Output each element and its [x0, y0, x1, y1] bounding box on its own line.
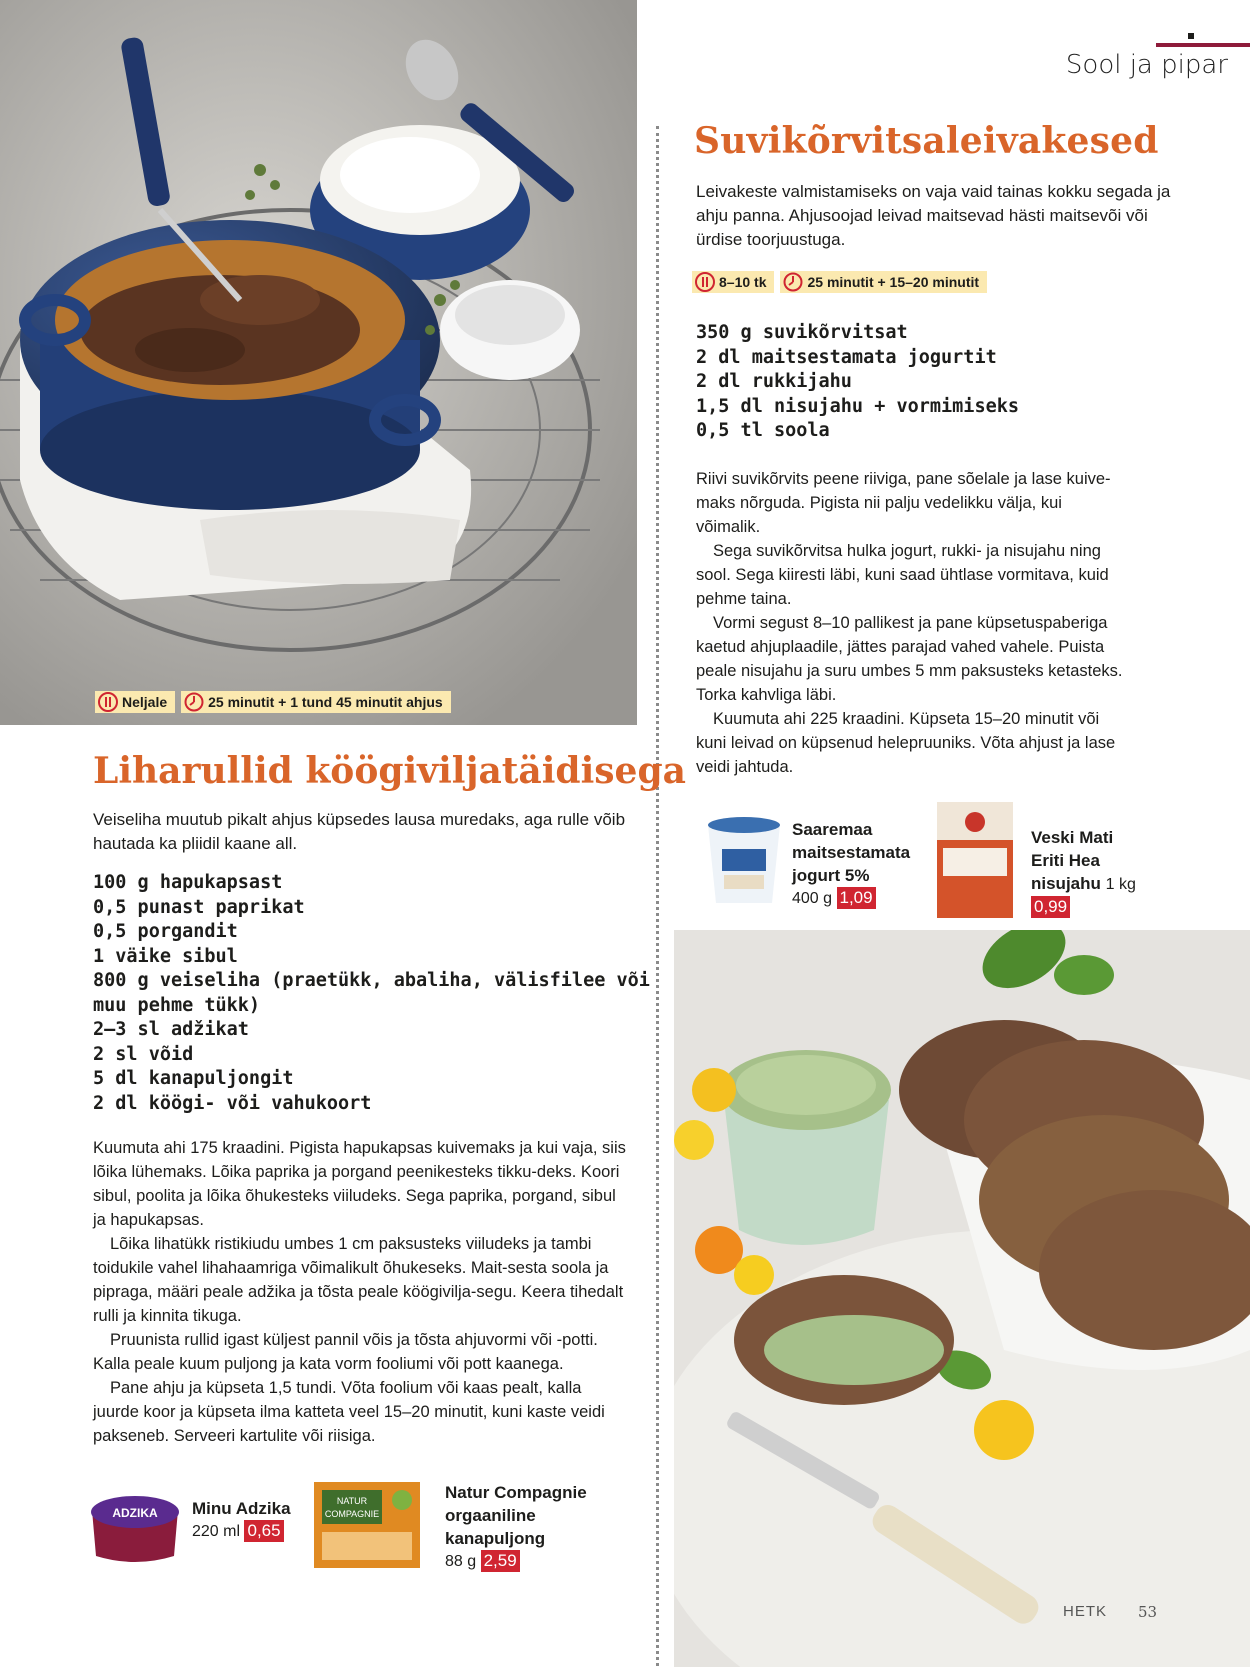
product-name-line: Minu Adzika [192, 1499, 291, 1518]
page-number: 53 [1138, 1603, 1158, 1621]
product-yogurt [792, 818, 910, 910]
footer-brand: HETK [1063, 1603, 1108, 1620]
clock-icon [783, 272, 803, 292]
method-step: Sega suvikõrvitsa hulka jogurt, rukki- ja nisujahu ning sool. Sega kiiresti läbi, kuni saad ühtlase vormitava, kuid pehme taina. [696, 542, 1109, 608]
photo-zucchini-breads-illustration [674, 930, 1250, 1667]
product-size: 220 ml [192, 1523, 241, 1540]
servings-tag [692, 271, 774, 293]
ingredient-item: 2 dl maitsestamata jogurtit [696, 346, 997, 368]
ingredient-item: 1,5 dl nisujahu + vormimiseks [696, 395, 1020, 417]
product-name-line: Natur Compagnie [445, 1483, 587, 1502]
servings-text: 8–10 tk [719, 274, 767, 290]
recipe-intro-zucchini-breads: Leivakeste valmistamiseks on vaja vaid tainas kokku segada ja ahju panna. Ahjusoojad leivad maitsevad hästi maitsevõi või ürdise toorjuustuga. [696, 182, 1171, 249]
cutlery-icon [695, 272, 715, 292]
ingredient-item: 0,5 tl soola [696, 420, 830, 441]
recipe-title-meat-rolls: Liharullid köögiviljatäidisega [93, 750, 686, 792]
method-step: Pruunista rullid igast küljest pannil võis ja tõsta ahjuvormi või -potti. Kalla peale kuum puljong ja kata vorm fooliumi või pott kaanega. [93, 1331, 598, 1373]
time-text: 25 minutit + 1 tund 45 minutit ahjus [208, 694, 443, 710]
ingredient-item: muu pehme tükk) [93, 994, 261, 1016]
method-meat-rolls [93, 1136, 628, 1448]
flour-bag-image [935, 800, 1015, 920]
price-badge: 1,09 [837, 887, 876, 909]
recipe-meta-meat-rolls [95, 691, 451, 713]
clock-icon [184, 692, 204, 712]
method-step: Pane ahju ja küpseta 1,5 tundi. Võta foolium või kaas pealt, kalla juurde koor ja küpseta ilma katteta veel 15–20 minutit, kuni kaste veidi pakseneb. Serveeri kartulite või riisiga. [93, 1379, 605, 1445]
broth-box-image [312, 1480, 422, 1570]
price-badge: 0,99 [1031, 896, 1070, 918]
product-size: 400 g [792, 890, 833, 907]
method-zucchini-breads [696, 467, 1126, 779]
broth-box-label: NATUR [336, 1496, 368, 1506]
time-text: 25 minutit + 15–20 minutit [807, 274, 980, 290]
ingredient-item: 2 sl võid [93, 1043, 194, 1065]
photo-zucchini-breads [674, 930, 1250, 1667]
price-badge: 2,59 [481, 1550, 520, 1572]
product-adzika [192, 1497, 291, 1543]
ingredient-item: 0,5 porgandit [93, 921, 238, 942]
header-mark [1188, 33, 1194, 39]
product-name-line: jogurt 5% [792, 866, 870, 885]
product-flour [1031, 826, 1136, 918]
ingredients-zucchini-breads [696, 321, 1216, 444]
method-step: Kuumuta ahi 225 kraadini. Küpseta 15–20 minutit või kuni leivad on küpsenud helepruuniks. Võta ahjust ja lase veidi jahtuda. [696, 710, 1116, 776]
recipe-title-zucchini-breads: Suvikõrvitsaleivakesed [694, 120, 1159, 162]
ingredients-meat-rolls [93, 871, 653, 1116]
section-title: Sool ja pipar [1065, 50, 1228, 80]
recipe-meta-zucchini-breads [692, 271, 987, 293]
time-tag [780, 271, 987, 293]
yogurt-cup-image [704, 815, 784, 907]
servings-tag [95, 691, 175, 713]
product-chicken-broth [445, 1481, 587, 1573]
photo-meat-rolls [0, 0, 637, 725]
broth-box-label: COMPAGNIE [324, 1509, 380, 1519]
method-step: Lõika lihatükk ristikiudu umbes 1 cm paksusteks viiludeks ja tambi toidukile vahel lihahaamriga võimalikult õhukeseks. Mait-sesta soola ja pipraga, määri peale adžika ja tõsta peale köögivilja-segu. Keera tihedalt rulli ja kinnita tikuga. [93, 1235, 624, 1325]
method-step: Kuumuta ahi 175 kraadini. Pigista hapukapsas kuivemaks ja kui vaja, siis lõika lühemaks. Lõika paprika ja porgand peenikesteks tikku-deks. Koori sibul, poolita ja lõika õhukesteks viiludeks. Sega paprika, porgand, sibul ja hapukapsas. [93, 1139, 626, 1229]
column-divider [656, 126, 659, 1666]
product-size: 1 kg [1105, 876, 1136, 893]
ingredient-item: 1 väike sibul [93, 945, 238, 967]
ingredient-item: 2 dl köögi- või vahukoort [93, 1092, 372, 1114]
price-badge: 0,65 [244, 1520, 283, 1542]
recipe-intro-meat-rolls: Veiseliha muutub pikalt ahjus küpsedes lausa muredaks, aga rulle võib hautada ka pliidil kaane all. [93, 810, 626, 853]
product-name-line: orgaaniline [445, 1506, 536, 1525]
ingredient-item: 2 dl rukkijahu [696, 371, 852, 392]
adzika-jar-image [86, 1490, 184, 1568]
product-name-line: nisujahu [1031, 874, 1101, 893]
ingredient-item: 2–3 sl adžikat [93, 1019, 249, 1040]
product-name-line: Veski Mati [1031, 828, 1114, 847]
method-step: Riivi suvikõrvits peene riiviga, pane sõelale ja lase kuive-maks nõrguda. Pigista nii palju vedelikku välja, kui võimalik. [696, 470, 1111, 536]
ingredient-item: 0,5 punast paprikat [93, 896, 305, 918]
method-step: Vormi segust 8–10 pallikest ja pane küpsetuspaberiga kaetud ahjuplaadile, jättes parajad vahed vahele. Puista peale nisujahu ja suru umbes 5 mm paksusteks ketasteks. Torka kahvliga läbi. [696, 614, 1123, 704]
ingredient-item: 5 dl kanapuljongit [93, 1068, 294, 1089]
ingredient-item: 800 g veiseliha (praetükk, abaliha, välisfilee või [93, 970, 650, 991]
product-name-line: kanapuljong [445, 1529, 546, 1548]
photo-meat-rolls-illustration [0, 0, 637, 725]
product-size: 88 g [445, 1553, 477, 1570]
time-tag [181, 691, 451, 713]
product-name-line: Eriti Hea [1031, 851, 1100, 870]
ingredient-item: 100 g hapukapsast [93, 872, 283, 893]
servings-text: Neljale [122, 694, 168, 710]
product-name-line: Saaremaa [792, 820, 873, 839]
cutlery-icon [98, 692, 118, 712]
ingredient-item: 350 g suvikõrvitsat [696, 322, 908, 343]
header-accent-bar [1156, 43, 1250, 47]
adzika-label: ADZIKA [112, 1506, 158, 1520]
product-name-line: maitsestamata [792, 843, 911, 862]
